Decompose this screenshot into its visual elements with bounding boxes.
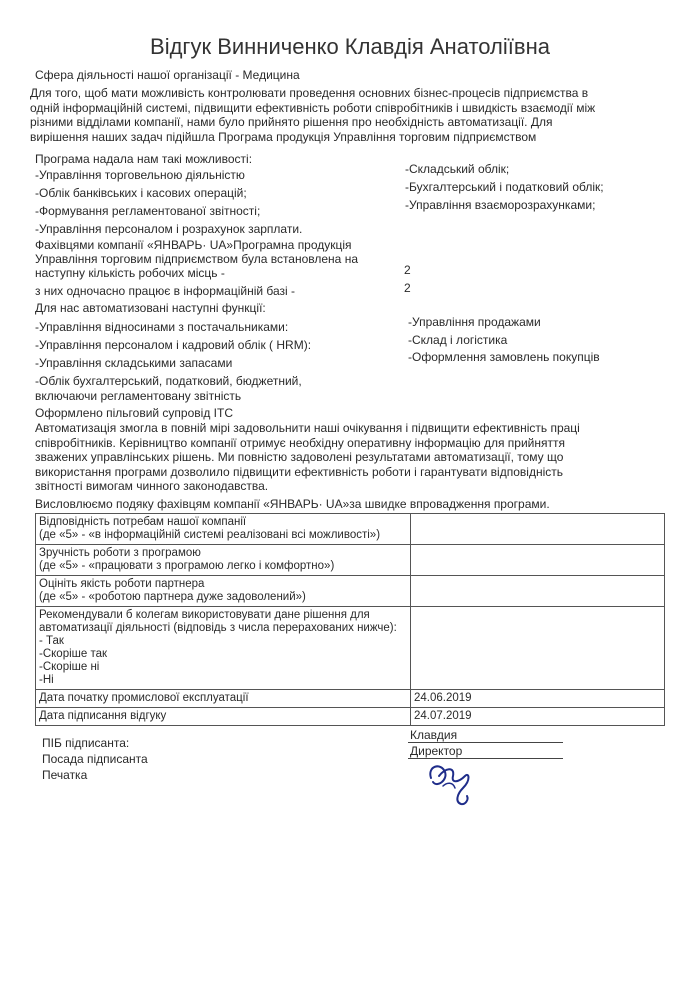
capability-item: -Бухгалтерський і податковий облік;: [405, 180, 604, 194]
table-cell-question: Оцініть якість роботи партнера (де «5» - «роботою партнера дуже задоволений»): [36, 576, 411, 607]
db-users-count: 2: [404, 281, 411, 295]
signer-position-value: Директор: [410, 744, 463, 758]
activity-sphere: Сфера діяльності нашої організації - Медицина: [35, 68, 300, 82]
result-line: Автоматизація змогла в повній мірі задовольнити наші очікування і підвищити ефективність праці: [35, 421, 580, 435]
automated-item: -Управління відносинами з постачальниками:: [35, 320, 289, 334]
sign-date-value: 24.07.2019: [411, 708, 665, 726]
table-cell-question: Дата підписання відгуку: [36, 708, 411, 726]
document-title: Відгук Винниченко Клавдія Анатоліївна: [150, 34, 550, 59]
table-cell-question: Зручність роботи з програмою (де «5» - «працювати з програмою легко і комфортно»): [36, 545, 411, 576]
automated-item: -Управління персоналом і кадровий облік ( HRM):: [35, 338, 312, 352]
table-row: [36, 607, 665, 690]
result-line: звітності вимогам чинного законодавства.: [35, 479, 269, 493]
capabilities-header: Програма надала нам такі можливості:: [35, 152, 253, 166]
signer-name-value: Клавдия: [410, 728, 458, 742]
table-cell-answer: [411, 545, 665, 576]
table-row: [36, 690, 665, 708]
table-row: [36, 708, 665, 726]
handwritten-signature: [425, 758, 483, 808]
automated-item: -Оформлення замовлень покупців: [408, 350, 600, 364]
capability-item: -Формування регламентованої звітності;: [35, 204, 261, 218]
name-underline: [408, 742, 563, 743]
support-line: Оформлено пільговий супровід ІТС: [35, 406, 233, 420]
table-cell-answer: [411, 514, 665, 545]
intro-line: різними відділами компанії, нами було прийнято рішення про необхідність автоматизації. Для: [30, 115, 553, 129]
install-line: наступну кількість робочих місць -: [35, 266, 225, 280]
result-paragraph: [35, 421, 663, 494]
intro-line: Для того, щоб мати можливість контролювати проведення основних бізнес-процесів підприємства в: [30, 86, 589, 100]
automated-item: -Управління продажами: [408, 315, 541, 329]
table-cell-answer: [411, 607, 665, 690]
db-users-label: з них одночасно працює в інформаційній базі -: [35, 284, 296, 298]
signer-name-label: ПІБ підписанта:: [42, 736, 130, 750]
result-line: співробітників. Керівництво компанії отримує необхідну оперативну інформацію для прийняття: [35, 435, 565, 450]
automated-item: -Склад і логістика: [408, 333, 508, 347]
intro-paragraph: [30, 86, 662, 144]
intro-line: вирішення наших задач підійшла Програма продукція Управління торговим підприємством: [30, 129, 537, 144]
result-line: використання програми дозволило підвищити ефективність роботи і гарантувати відповідність: [35, 464, 563, 479]
capability-item: -Складський облік;: [405, 162, 510, 176]
workplaces-count: 2: [404, 263, 411, 277]
thanks-line: Висловлюємо подяку фахівцям компанії «ЯНВАРЬ· UA»за швидке впровадження програми.: [35, 497, 550, 511]
start-date-value: 24.06.2019: [411, 690, 665, 708]
capability-item: -Облік банківських і касових операцій;: [35, 186, 247, 200]
automated-item: -Облік бухгалтерський, податковий, бюджетний,: [35, 374, 302, 388]
table-row: [36, 545, 665, 576]
table-cell-question: Рекомендували б колегам використовувати дане рішення для автоматизації діяльності (відповідь з числа перерахованих нижче): - Так -Скоріше так -Скоріше ні -Ні: [36, 607, 411, 690]
automated-item: включаючи регламентовану звітність: [35, 389, 242, 403]
install-line: Управління торговим підприємством була встановлена на: [35, 252, 358, 266]
result-line: зважених управлінських рішень. Ми повністю задоволені результатами автоматизації, тому що: [35, 450, 564, 464]
table-row: [36, 576, 665, 607]
capability-item: -Управління персоналом і розрахунок зарплати.: [35, 222, 303, 236]
capability-item: -Управління торговельною діяльністю: [35, 168, 245, 182]
automated-header: Для нас автоматизовані наступні функції:: [35, 301, 266, 315]
stamp-label: Печатка: [42, 768, 88, 782]
rating-table: [35, 513, 665, 726]
automated-item: -Управління складськими запасами: [35, 356, 233, 370]
intro-line: одній інформаційній системі, підвищити ефективність роботи співробітників і швидкість взаємодії між: [30, 100, 596, 115]
table-row: [36, 514, 665, 545]
table-cell-answer: [411, 576, 665, 607]
table-cell-question: Відповідність потребам нашої компанії (де «5» - «в інформаційній системі реалізовані всі можливості»): [36, 514, 411, 545]
capability-item: -Управління взаєморозрахунками;: [405, 198, 596, 212]
table-cell-question: Дата початку промислової експлуатації: [36, 690, 411, 708]
signer-position-label: Посада підписанта: [42, 752, 148, 766]
install-line: Фахівцями компанії «ЯНВАРЬ· UA»Програмна продукція: [35, 238, 352, 252]
